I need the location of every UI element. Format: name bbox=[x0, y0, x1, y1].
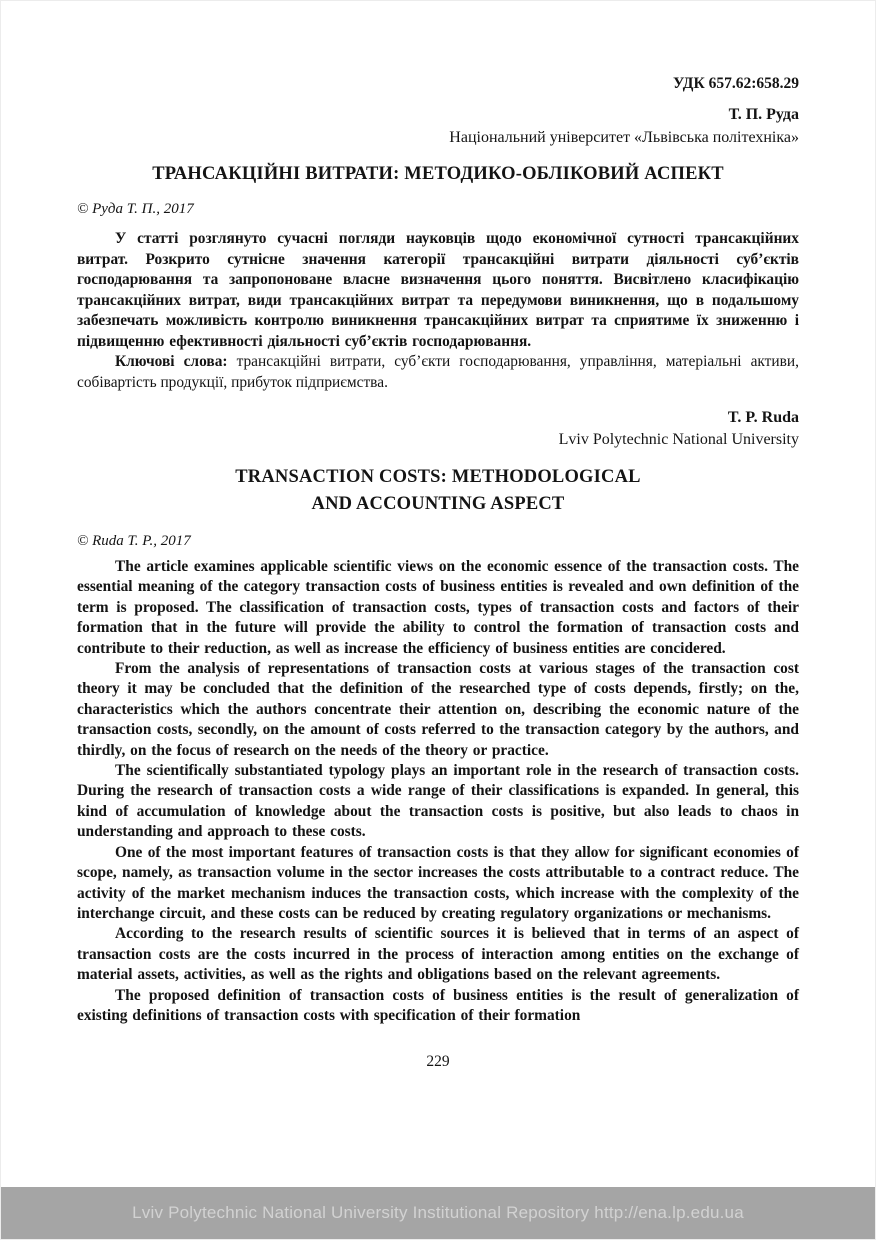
page-content bbox=[1, 1, 875, 1072]
abstract-en-paragraph: The article examines applicable scientific views on the economic essence of the transaction costs. The essential meaning of the category transaction costs of business entities is revealed and own definition of the term is proposed. The classification of transaction costs, types of transaction costs and factors of their formation that in the future will provide the ability to control the formation of transaction costs and contribute to their reduction, as well as increase the efficiency of business entities are concidered. bbox=[77, 558, 799, 657]
abstract-ua: У статті розглянуто сучасні погляди науковців щодо економічної сутності трансакційних витрат. Розкрито сутнісне значення категорії трансакційні витрати діяльності суб’єктів господарювання та запропоноване власне визначення цього поняття. Висвітлено класифікацію трансакційних витрат, види трансакційних витрат та передумови виникнення, що в подальшому забезпечать можливість контролю виникнення трансакційних витрат та сприятиме їх зниженню і підвищенню ефективності діяльності суб’єктів господарювання. bbox=[77, 230, 799, 350]
title-en-line-1: TRANSACTION COSTS: METHODOLOGICAL bbox=[235, 467, 641, 487]
abstract-en-paragraph: The proposed definition of transaction costs of business entities is the result of generalization of existing definitions of transaction costs with specification of their formation bbox=[77, 986, 799, 1024]
affiliation-en: Lviv Polytechnic National University bbox=[558, 431, 799, 448]
udk-code: УДК 657.62:658.29 bbox=[673, 75, 799, 92]
page-number: 229 bbox=[426, 1053, 450, 1071]
keywords-text: трансакційні витрати, суб’єкти господарювання, управління, матеріальні активи, собівартість продукції, прибуток підприємства. bbox=[77, 353, 799, 391]
affiliation-ua: Національний університет «Львівська політехніка» bbox=[449, 129, 799, 146]
abstract-en-paragraph: The scientifically substantiated typology plays an important role in the research of transaction costs. During the research of transaction costs a wide range of their classifications is expanded. In general, this kind of accumulation of knowledge about the transaction costs is positive, but also leads to chaos in understanding and approach to these costs. bbox=[77, 762, 799, 841]
author-name-ua: Т. П. Руда bbox=[728, 106, 799, 123]
abstract-en-paragraph: From the analysis of representations of transaction costs at various stages of the transaction cost theory it may be concluded that the definition of the researched type of costs depends, firstly; on the, characteristics which the authors concentrate their attention on, describing the economic nature of the transaction costs, secondly, on the amount of costs referred to the transaction category by the authors, and thirdly, on the focus of research on the needs of the theory or practice. bbox=[77, 660, 799, 759]
abstract-en-paragraph: One of the most important features of transaction costs is that they allow for significant economies of scope, namely, as transaction volume in the sector increases the costs attributable to a contract reduce. The activity of the market mechanism induces the transaction costs, which increase with the complexity of the interchange circuit, and these costs can be reduced by creating regulatory organizations or mechanisms. bbox=[77, 843, 799, 922]
keywords-paragraph bbox=[77, 352, 799, 393]
abstract-en-paragraph: According to the research results of scientific sources it is believed that in terms of an aspect of transaction costs are the costs incurred in the process of interaction among entities on the exchange of material assets, activities, as well as the rights and obligations based on the relevant agreements. bbox=[77, 925, 799, 984]
footer-bar bbox=[1, 1187, 875, 1239]
copyright-ua: © Руда Т. П., 2017 bbox=[77, 201, 194, 217]
title-en-line-2: AND ACCOUNTING ASPECT bbox=[311, 494, 565, 514]
footer-repository-text: Lviv Polytechnic National University Institutional Repository http://ena.lp.edu.ua bbox=[132, 1203, 744, 1222]
keywords-label: Ключові слова: bbox=[115, 353, 228, 370]
author-name-en: T. P. Ruda bbox=[727, 409, 799, 426]
article-title-en bbox=[77, 464, 799, 518]
article-title-ua: ТРАНСАКЦІЙНІ ВИТРАТИ: МЕТОДИКО-ОБЛІКОВИЙ АСПЕКТ bbox=[152, 164, 724, 184]
copyright-en: © Ruda T. P., 2017 bbox=[77, 533, 191, 549]
